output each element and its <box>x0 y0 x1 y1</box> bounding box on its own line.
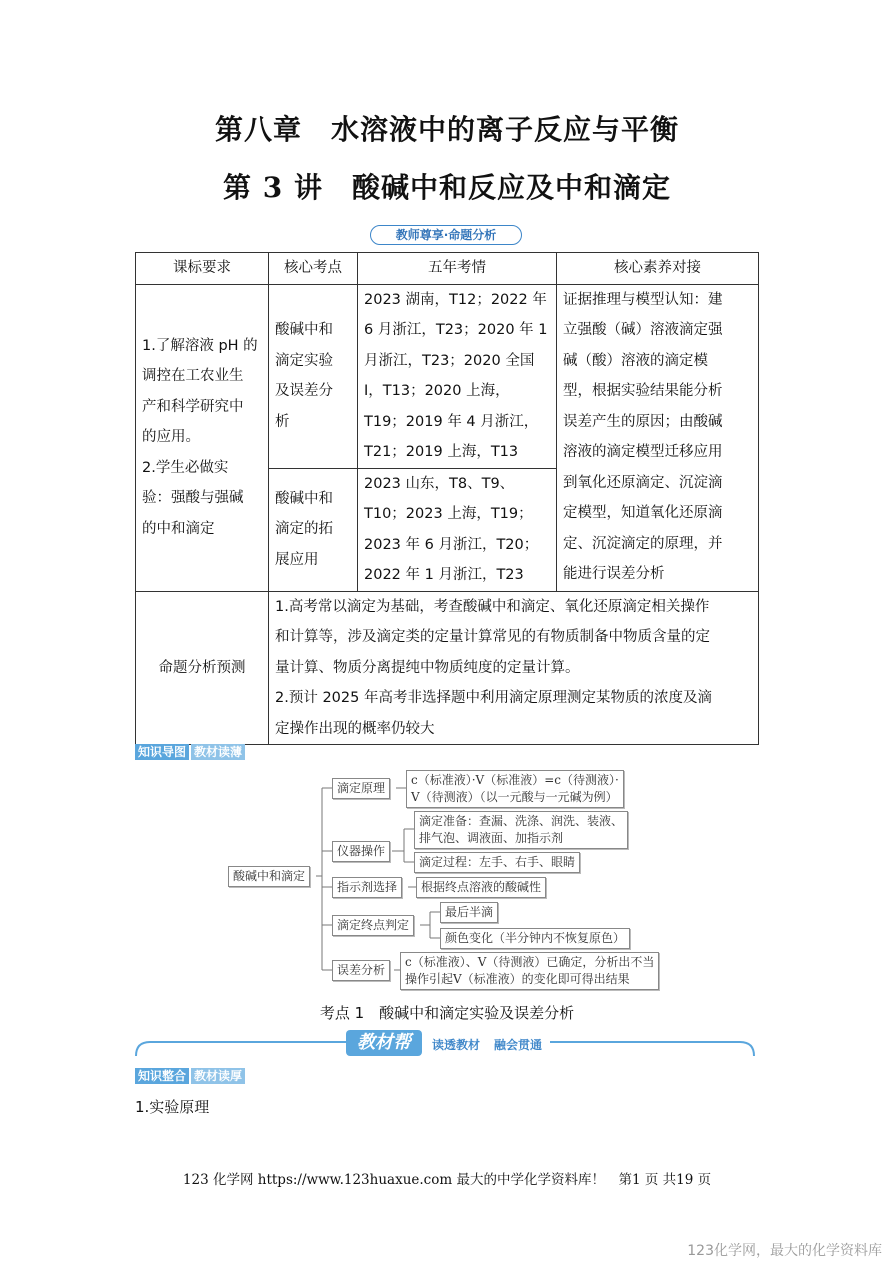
text-line: 析 <box>275 413 290 430</box>
text-line: 到氧化还原滴定、沉淀滴 <box>563 474 723 491</box>
text-line: c（标准液）、V（待测液）已确定，分析出不当 <box>405 955 655 969</box>
mindmap-error-note <box>400 952 659 990</box>
mindmap-principle: 滴定原理 <box>332 778 390 799</box>
text-line: 和计算等，涉及滴定类的定量计算常见的有物质制备中物质含量的定 <box>275 629 710 645</box>
text-line: 量计算、物质分离提纯中物质纯度的定量计算。 <box>275 659 580 676</box>
banner-text-1: 读透教材 <box>432 1038 481 1052</box>
text-line: 6 月浙江，T23；2020 年 1 <box>364 322 548 338</box>
header-core-point: 核心考点 <box>269 253 358 285</box>
text-line: 滴定实验 <box>275 352 333 369</box>
tag-primary: 知识导图 <box>135 744 189 760</box>
mindmap-process: 滴定过程：左手、右手、眼睛 <box>414 852 580 873</box>
text-line: V（待测液）（以一元酸与一元碱为例） <box>411 790 618 804</box>
text-line: 滴定的拓 <box>275 521 333 538</box>
mindmap-prep <box>414 811 628 849</box>
text-line: 定模型，知道氧化还原滴 <box>563 505 723 521</box>
tag-secondary: 教材读薄 <box>191 744 245 760</box>
text-line: 调控在工农业生 <box>142 368 244 385</box>
text-line: 1.高考常以滴定为基础，考查酸碱中和滴定、氧化还原滴定相关操作 <box>275 598 710 615</box>
text-line: 立强酸（碱）溶液滴定强 <box>563 322 723 338</box>
text-line: T19；2019 年 4 月浙江， <box>364 413 539 430</box>
teacher-badge: 教师尊享·命题分析 <box>370 225 522 245</box>
text-line: c（标准液）·V（标准液）=c（待测液）· <box>411 773 619 787</box>
text-line: 1.了解溶液 pH 的 <box>142 337 258 354</box>
text-line: 2.学生必做实 <box>142 459 229 476</box>
text-line: 滴定准备：查漏、洗涤、润洗、装液、 <box>419 814 624 828</box>
text-line: 排气泡、调液面、加指示剂 <box>419 831 564 845</box>
text-line: Ⅰ，T13；2020 上海， <box>364 383 510 399</box>
page-footer: 123 化学网 https://www.123huaxue.com 最大的中学化学资料库！ 第1 页 共19 页 <box>182 1172 712 1188</box>
text-line: 定、沉淀滴定的原理，并 <box>563 535 723 552</box>
text-line: 2023 年 6 月浙江，T20； <box>364 536 539 553</box>
text-line: 定操作出现的概率仍较大 <box>275 720 435 737</box>
text-line: 型，根据实验结果能分析 <box>563 383 723 399</box>
section-heading: 1.实验原理 <box>135 1098 210 1116</box>
text-line: 溶液的滴定模型迁移应用 <box>563 444 723 460</box>
text-line: 2022 年 1 月浙江，T23 <box>364 567 524 583</box>
mindmap-color-change: 颜色变化（半分钟内不恢复原色） <box>440 928 630 949</box>
text-line: 验：强酸与强碱 <box>142 490 244 507</box>
mindmap-endpoint: 滴定终点判定 <box>332 915 414 936</box>
text-line: 2023 山东，T8、T9、 <box>364 475 515 492</box>
mindmap-principle-formula <box>406 770 624 808</box>
lecture-title: 第 3 讲 酸碱中和反应及中和滴定 <box>223 171 671 204</box>
chapter-title: 第八章 水溶液中的离子反应与平衡 <box>214 113 679 146</box>
banner-text-2: 融会贯通 <box>494 1038 543 1052</box>
text-line: T10；2023 上海，T19； <box>364 506 533 522</box>
mindmap-last-drop: 最后半滴 <box>440 902 498 923</box>
text-line: 产和科学研究中 <box>142 398 244 415</box>
mindmap-root: 酸碱中和滴定 <box>228 866 310 887</box>
text-line: 2.预计 2025 年高考非选择题中利用滴定原理测定某物质的浓度及滴 <box>275 690 712 706</box>
mindmap-instrument: 仪器操作 <box>332 841 390 862</box>
tag-primary: 知识整合 <box>135 1068 189 1084</box>
mindmap-error: 误差分析 <box>332 960 390 981</box>
tag-knowledge-integration <box>135 1068 245 1084</box>
mindmap-indicator-note: 根据终点溶液的酸碱性 <box>416 877 546 898</box>
text-line: 证据推理与模型认知：建 <box>563 291 723 308</box>
text-line: 的中和滴定 <box>142 520 215 537</box>
header-curriculum: 课标要求 <box>136 253 269 285</box>
watermark: 123化学网，最大的化学资料库 <box>687 1243 882 1259</box>
mindmap-indicator: 指示剂选择 <box>332 877 402 898</box>
text-line: 的应用。 <box>142 429 200 446</box>
text-line: 2023 湖南，T12；2022 年 <box>364 291 547 308</box>
tag-secondary: 教材读厚 <box>191 1068 245 1084</box>
kaodian-heading: 考点 1 酸碱中和滴定实验及误差分析 <box>319 1004 575 1022</box>
text-line: 能进行误差分析 <box>563 566 665 582</box>
text-line: 碱（酸）溶液的滴定模 <box>563 352 708 369</box>
text-line: 月浙江，T23；2020 全国 <box>364 352 535 369</box>
text-line: 酸碱中和 <box>275 322 333 338</box>
text-line: 操作引起V（标准液）的变化即可得出结果 <box>405 972 630 986</box>
text-line: 及误差分 <box>275 383 333 399</box>
forecast-label: 命题分析预测 <box>136 591 269 745</box>
text-line: 酸碱中和 <box>275 490 333 507</box>
text-line: 展应用 <box>275 551 319 568</box>
text-line: T21；2019 上海，T13 <box>364 444 519 460</box>
text-line: 误差产生的原因；由酸碱 <box>563 413 723 430</box>
header-literacy: 核心素养对接 <box>557 253 759 285</box>
banner-logo: 教材帮 <box>346 1030 422 1056</box>
header-exams: 五年考情 <box>358 253 557 285</box>
